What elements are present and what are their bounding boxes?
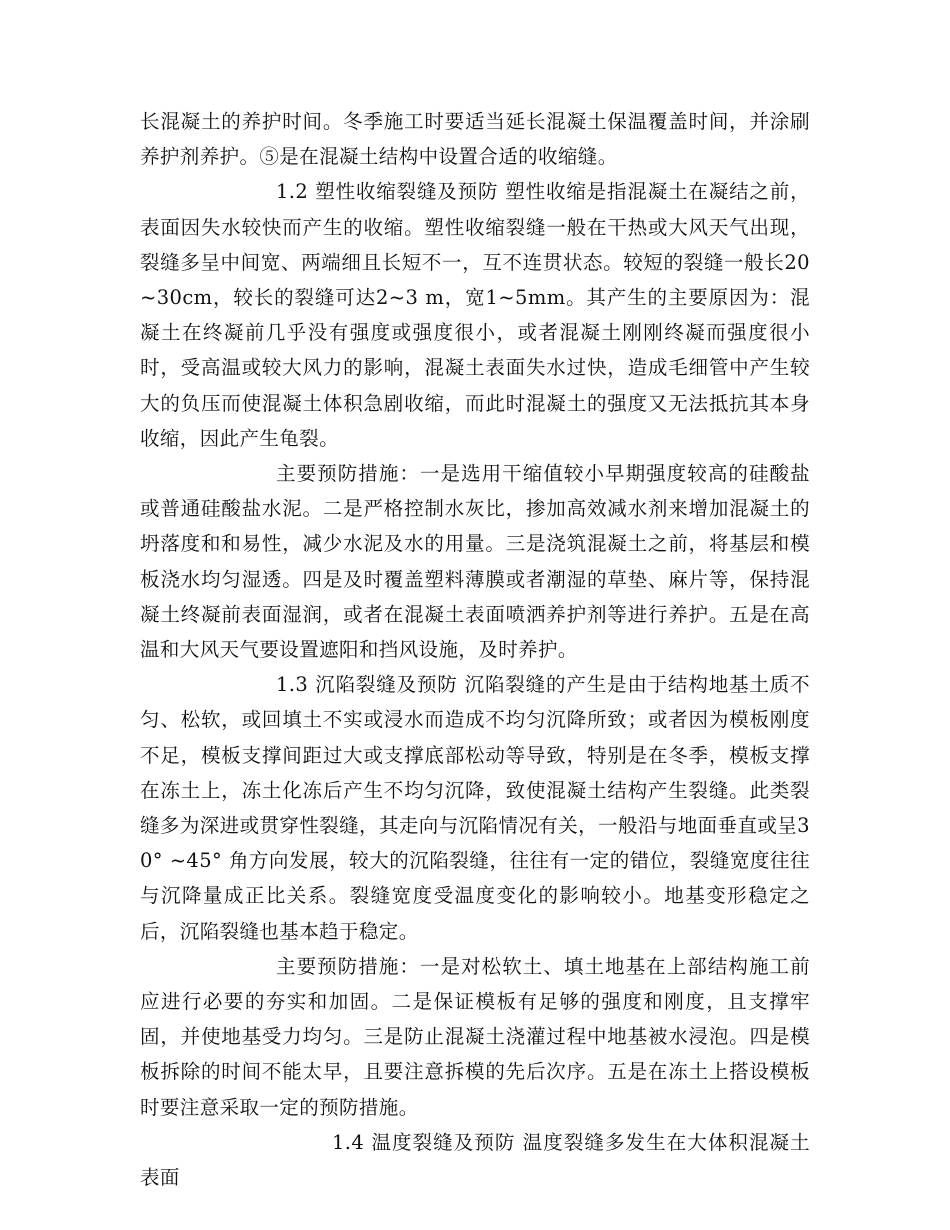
paragraph-settlement-prevention: 主要预防措施：一是对松软土、填土地基在上部结构施工前应进行必要的夯实和加固。二是保证模板有足够的强度和刚度，且支撑牢固，并使地基受力均匀。三是防止混凝土浇灌过程中地基被水浸泡。四是模板拆除的时间不能太早，且要注意拆模的先后次序。五是在冻土上搭设模板时要注意采取一定的预防措施。 [140, 954, 810, 1119]
paragraph-temperature-crack: 1.4 温度裂缝及预防 温度裂缝多发生在大体积混凝土表面 [140, 1130, 810, 1190]
paragraph-plastic-shrinkage-crack: 1.2 塑性收缩裂缝及预防 塑性收缩是指混凝土在凝结之前，表面因失水较快而产生的收缩。塑性收缩裂缝一般在干热或大风天气出现，裂缝多呈中间宽、两端细且长短不一，互不连贯状态。较短的裂缝一般长20~30cm，较长的裂缝可达2~3 m，宽1~5mm。其产生的主要原因为：混凝土在终凝前几乎没有强度或强度很小，或者混凝土刚刚终凝而强度很小时，受高温或较大风力的影响，混凝土表面失水过快，造成毛细管中产生较大的负压而使混凝土体积急剧收缩，而此时混凝土的强度又无法抵抗其本身收缩，因此产生龟裂。 [140, 180, 810, 450]
paragraph-plastic-shrinkage-prevention: 主要预防措施：一是选用干缩值较小早期强度较高的硅酸盐或普通硅酸盐水泥。二是严格控制水灰比，掺加高效减水剂来增加混凝土的坍落度和和易性，减少水泥及水的用量。三是浇筑混凝土之前，将基层和模板浇水均匀湿透。四是及时覆盖塑料薄膜或者潮湿的草垫、麻片等，保持混凝土终凝前表面湿润，或者在混凝土表面喷洒养护剂等进行养护。五是在高温和大风天气要设置遮阳和挡风设施，及时养护。 [140, 462, 810, 662]
paragraph-continuation: 长混凝土的养护时间。冬季施工时要适当延长混凝土保温覆盖时间，并涂刷养护剂养护。⑤是在混凝土结构中设置合适的收缩缝。 [140, 110, 810, 169]
paragraph-settlement-crack: 1.3 沉陷裂缝及预防 沉陷裂缝的产生是由于结构地基土质不匀、松软，或回填土不实或浸水而造成不均匀沉降所致；或者因为模板刚度不足，模板支撑间距过大或支撑底部松动等导致，特别是在冬季，模板支撑在冻土上，冻土化冻后产生不均匀沉降，致使混凝土结构产生裂缝。此类裂缝多为深进或贯穿性裂缝，其走向与沉陷情况有关，一般沿与地面垂直或呈30° ~45° 角方向发展，较大的沉陷裂缝，往往有一定的错位，裂缝宽度往往与沉降量成正比关系。裂缝宽度受温度变化的影响较小。地基变形稳定之后，沉陷裂缝也基本趋于稳定。 [140, 673, 810, 943]
